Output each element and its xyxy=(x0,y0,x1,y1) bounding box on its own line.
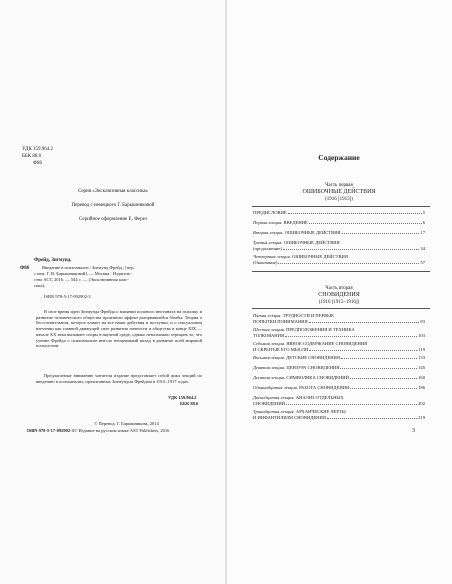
toc-page-number: 145 xyxy=(418,365,425,370)
toc-leader-dots xyxy=(340,365,417,369)
toc-page-number: 119 xyxy=(418,346,425,352)
biblio-line: сика). xyxy=(34,283,46,288)
annotation-paragraph-2: Предлагаемые вниманию читателя издание представляет собой цикл лекций по введению в психоанализ, прочитанных Зигмундом Фрейдом в 1915–1917 годах. xyxy=(36,373,202,384)
toc-leader-dots xyxy=(341,355,417,359)
toc-entry-title-cont: ТОЛКОВАНИЯ xyxy=(253,332,285,338)
toc-lecture-label: Одиннадцатая лекция. xyxy=(253,385,300,390)
toc-entry[interactable] xyxy=(253,313,425,325)
toc-entry-title: Восьмая лекция. ДЕТСКИЕ СНОВИДЕНИЯ xyxy=(253,355,340,360)
toc-leader-dots xyxy=(327,415,417,419)
part2-years: (1916 [1915–1916]) xyxy=(318,300,360,305)
toc-leader-dots xyxy=(309,220,422,224)
toc-entry-title: Вторая лекция. ОШИБОЧНЫЕ ДЕЙСТВИЯ xyxy=(253,230,341,235)
toc-lecture-label: Четвертая лекция. xyxy=(253,254,293,259)
toc-lecture-label: Восьмая лекция. xyxy=(253,355,287,360)
toc-entry[interactable] xyxy=(253,240,425,252)
toc-entry-title: Четвертая лекция. ОШИБОЧНЫЕ ДЕЙСТВИЯ xyxy=(253,254,348,259)
toc-leader-dots xyxy=(309,347,417,351)
toc-lecture-label: Вторая лекция. xyxy=(253,230,285,235)
biblio-line: ство АСТ, 2016. — 544 с. — (Эксклюзивная клас- xyxy=(34,277,129,282)
toc-entry-title-cont: СНОВИДЕНИЙ xyxy=(253,400,285,406)
part2-title: СНОВИДЕНИЯ xyxy=(318,292,360,298)
toc-page-number: 219 xyxy=(418,414,425,420)
toc-entry-title: Шестая лекция. ПРЕДПОЛОЖЕНИЯ И ТЕХНИКА xyxy=(253,327,355,332)
toc-entry[interactable] xyxy=(253,409,425,421)
toc-leader-dots xyxy=(342,230,420,234)
toc-entry[interactable] xyxy=(253,327,425,339)
toc-page-number: 57 xyxy=(420,259,425,265)
toc-entry-title-cont: ПОПЫТКИ ПОНИМАНИЯ xyxy=(253,318,308,324)
toc-lecture-label: Седьмая лекция. xyxy=(253,341,287,346)
toc-entry-title: Первая лекция. ВВЕДЕНИЕ xyxy=(253,220,308,225)
toc-page-number: 34 xyxy=(420,245,425,251)
toc-lecture-label: Первая лекция. xyxy=(253,220,284,225)
toc-entry-title: Одиннадцатая лекция. РАБОТА СНОВИДЕНИЯ xyxy=(253,385,350,390)
toc-entry[interactable] xyxy=(253,375,425,381)
isbn-full: ISBN 978-5-17-092902-3 xyxy=(27,428,74,433)
toc-page-number: 160 xyxy=(418,375,425,380)
toc-page-number: 5 xyxy=(422,210,425,215)
design-line: Серийное оформление Е. Ферез xyxy=(78,217,147,222)
toc-entry-title-cont: И СКРЫТЫЕ ЕГО МЫСЛИ xyxy=(253,346,309,352)
udk-code-2: УДК 159.964.2 xyxy=(168,395,197,400)
toc-leader-dots xyxy=(309,319,420,323)
isbn-short: ISBN 978-5-17-092902-3 xyxy=(44,294,91,299)
toc-lecture-label: Двенадцатая лекция. xyxy=(253,395,296,400)
author-code: Ф86 xyxy=(33,161,42,166)
part1-label: Часть первая xyxy=(325,183,353,188)
bbk-code-2: ББК 88.6 xyxy=(180,401,199,406)
copyright-translation: © Перевод. Г. Барышникова, 2014 xyxy=(94,421,159,426)
toc-entry[interactable] xyxy=(253,341,425,353)
toc-entry-title-cont: (Окончание) xyxy=(253,259,278,265)
toc-leader-dots xyxy=(283,246,419,250)
toc-entry[interactable] xyxy=(253,365,425,371)
toc-leader-dots xyxy=(286,401,417,405)
toc-leader-dots xyxy=(278,260,419,264)
toc-entry[interactable] xyxy=(253,230,425,236)
toc-page-number: 202 xyxy=(418,400,425,406)
toc-lecture-label: Десятая лекция. xyxy=(253,375,287,380)
toc-entry-title: Пятая лекция. ТРУДНОСТИ И ПЕРВЫЕ xyxy=(253,313,334,318)
toc-lecture-label: Третья лекция. xyxy=(253,240,284,245)
toc-page-number: 133 xyxy=(418,355,425,360)
toc-page-number: 103 xyxy=(418,332,425,338)
toc-entry-title: Девятая лекция. ЦЕНЗУРА СНОВИДЕНИЯ xyxy=(253,365,340,370)
toc-lecture-label: Тринадцатая лекция. xyxy=(253,409,296,414)
bbk-code: ББК 88.6 xyxy=(22,154,42,159)
toc-leader-dots xyxy=(350,375,417,379)
toc-lecture-label: Пятая лекция. xyxy=(253,313,283,318)
toc-entry-title: Третья лекция. ОШИБОЧНЫЕ ДЕЙСТВИЯ xyxy=(253,240,340,245)
toc-entry[interactable] xyxy=(253,385,425,391)
author-name: Фрейд, Зигмунд. xyxy=(34,258,72,263)
part1-title: ОШИБОЧНЫЕ ДЕЙСТВИЯ xyxy=(302,189,376,195)
toc-title: Содержание xyxy=(318,153,360,162)
translation-line: Перевод с немецкого Г. Барышниковой xyxy=(71,203,155,208)
toc-entry-title-cont: (продолжение) xyxy=(253,245,282,251)
toc-entry-title: ПРЕДИСЛОВИЕ xyxy=(253,210,287,215)
part1-years: (1916 [1915]) xyxy=(325,197,353,202)
toc-entry-title: Седьмая лекция. ЯВНОЕ СОДЕРЖАНИЕ СНОВИДЕНИЯ xyxy=(253,341,368,346)
toc-entry-title-cont: И ИНФАНТИЛИЗМ СНОВИДЕНИЯ xyxy=(253,414,326,420)
part1-bottom-rule xyxy=(252,271,430,272)
toc-page-number: 186 xyxy=(418,385,425,390)
author-code-2: Ф86 xyxy=(20,266,30,271)
page-number: 3 xyxy=(412,428,415,434)
toc-page-number: 83 xyxy=(420,318,425,324)
biblio-line: Введение в психоанализ / Зигмунд Фрейд ; [пер. xyxy=(42,265,135,270)
part1-top-rule xyxy=(252,206,430,207)
toc-entry[interactable] xyxy=(253,355,425,361)
toc-entry[interactable] xyxy=(253,220,425,226)
toc-entry-title: Тринадцатая лекция. АРХАИЧЕСКИЕ ЧЕРТЫ xyxy=(253,409,346,414)
toc-entry[interactable] xyxy=(253,395,425,407)
biblio-line: с нем. Г. В. Барышниковой]. — Москва : Издатель- xyxy=(34,271,132,276)
toc-entry[interactable] xyxy=(253,254,425,266)
toc-lecture-label: Девятая лекция. xyxy=(253,365,287,370)
series-line: Серия «Эксклюзивная классика» xyxy=(77,189,149,194)
toc-entry-title: Десятая лекция. СИМВОЛИКА СНОВИДЕНИЙ xyxy=(253,375,349,380)
toc-leader-dots xyxy=(285,333,417,337)
toc-page-number: 6 xyxy=(422,220,425,225)
toc-entry-title: Двенадцатая лекция. АНАЛИЗ ОТДЕЛЬНЫХ xyxy=(253,395,344,400)
part2-label: Часть вторая xyxy=(325,286,353,291)
part2-top-rule xyxy=(252,308,430,309)
udk-code: УДК 159.964.2 xyxy=(22,147,54,152)
toc-leader-dots xyxy=(288,210,422,214)
copyright-edition: © Издание на русском языке AST Publishers, 2016 xyxy=(74,428,170,433)
annotation-paragraph-1: В свое время идеи Зигмунда Фрейда о влиянии полового инстинкта на психику и развитие человеческого общества произвели эффект разорвавшейся бомбы. Теория о бессознательном, которое влияет на все наши действия и поступки, и о сексуальном влечении как главной движущей силе развития личности и общества в конце XIX — начале XX века вызывает споры в научной среде, однако невозможно отрицать то, что учение Фрейда о психоанализе внесло неоценимый вклад в развитие всей мировой психологии. xyxy=(36,309,202,349)
toc-lecture-label: Шестая лекция. xyxy=(253,327,287,332)
toc-page-number: 17 xyxy=(420,230,425,235)
toc-leader-dots xyxy=(350,385,417,389)
toc-entry[interactable] xyxy=(253,210,425,216)
